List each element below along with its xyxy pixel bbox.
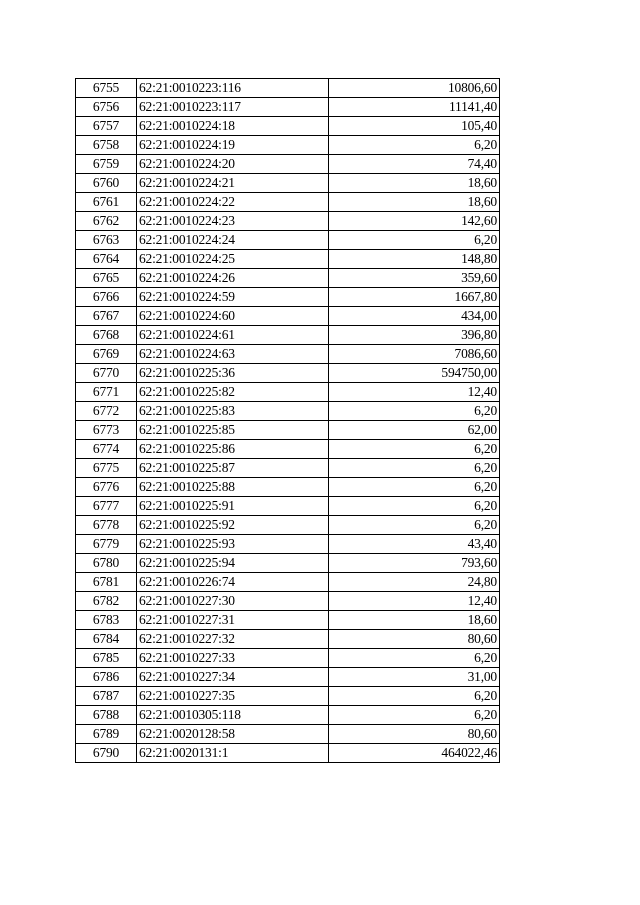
- value-cell: 6,20: [329, 440, 500, 459]
- table-row: [76, 136, 500, 155]
- value-cell: 18,60: [329, 611, 500, 630]
- cadastral-number-cell: 62:21:0010224:23: [137, 212, 329, 231]
- cadastral-value-table: [75, 78, 500, 763]
- value-cell: 43,40: [329, 535, 500, 554]
- table-row: [76, 250, 500, 269]
- table-row: [76, 212, 500, 231]
- row-number-cell: 6779: [76, 535, 137, 554]
- table-row: [76, 630, 500, 649]
- cadastral-number-cell: 62:21:0010223:117: [137, 98, 329, 117]
- value-cell: 6,20: [329, 231, 500, 250]
- table-row: [76, 421, 500, 440]
- cadastral-number-cell: 62:21:0010225:92: [137, 516, 329, 535]
- cadastral-number-cell: 62:21:0010227:31: [137, 611, 329, 630]
- table-row: [76, 231, 500, 250]
- row-number-cell: 6783: [76, 611, 137, 630]
- table-body: [76, 79, 500, 763]
- value-cell: 1667,80: [329, 288, 500, 307]
- table-row: [76, 668, 500, 687]
- table-row: [76, 79, 500, 98]
- table-row: [76, 193, 500, 212]
- table-row: [76, 535, 500, 554]
- value-cell: 10806,60: [329, 79, 500, 98]
- row-number-cell: 6778: [76, 516, 137, 535]
- row-number-cell: 6771: [76, 383, 137, 402]
- cadastral-number-cell: 62:21:0010225:86: [137, 440, 329, 459]
- value-cell: 396,80: [329, 326, 500, 345]
- row-number-cell: 6785: [76, 649, 137, 668]
- table-row: [76, 98, 500, 117]
- row-number-cell: 6786: [76, 668, 137, 687]
- cadastral-number-cell: 62:21:0010225:83: [137, 402, 329, 421]
- cadastral-number-cell: 62:21:0010224:21: [137, 174, 329, 193]
- cadastral-number-cell: 62:21:0010227:35: [137, 687, 329, 706]
- value-cell: 6,20: [329, 706, 500, 725]
- table-row: [76, 706, 500, 725]
- row-number-cell: 6759: [76, 155, 137, 174]
- cadastral-number-cell: 62:21:0010227:32: [137, 630, 329, 649]
- cadastral-number-cell: 62:21:0010225:94: [137, 554, 329, 573]
- table-row: [76, 155, 500, 174]
- cadastral-number-cell: 62:21:0010225:82: [137, 383, 329, 402]
- value-cell: 148,80: [329, 250, 500, 269]
- table-row: [76, 687, 500, 706]
- value-cell: 142,60: [329, 212, 500, 231]
- table-row: [76, 478, 500, 497]
- value-cell: 594750,00: [329, 364, 500, 383]
- cadastral-number-cell: 62:21:0010305:118: [137, 706, 329, 725]
- table-row: [76, 345, 500, 364]
- value-cell: 80,60: [329, 630, 500, 649]
- value-cell: 18,60: [329, 174, 500, 193]
- cadastral-number-cell: 62:21:0010224:18: [137, 117, 329, 136]
- cadastral-number-cell: 62:21:0010224:19: [137, 136, 329, 155]
- row-number-cell: 6768: [76, 326, 137, 345]
- row-number-cell: 6790: [76, 744, 137, 763]
- value-cell: 62,00: [329, 421, 500, 440]
- table-row: [76, 307, 500, 326]
- value-cell: 434,00: [329, 307, 500, 326]
- table-row: [76, 459, 500, 478]
- cadastral-number-cell: 62:21:0010225:85: [137, 421, 329, 440]
- table-row: [76, 592, 500, 611]
- row-number-cell: 6760: [76, 174, 137, 193]
- value-cell: 7086,60: [329, 345, 500, 364]
- document-page: [75, 78, 500, 763]
- row-number-cell: 6769: [76, 345, 137, 364]
- table-row: [76, 744, 500, 763]
- table-row: [76, 554, 500, 573]
- table-row: [76, 497, 500, 516]
- value-cell: 6,20: [329, 402, 500, 421]
- table-row: [76, 288, 500, 307]
- value-cell: 6,20: [329, 649, 500, 668]
- table-row: [76, 573, 500, 592]
- value-cell: 80,60: [329, 725, 500, 744]
- table-row: [76, 117, 500, 136]
- table-row: [76, 516, 500, 535]
- row-number-cell: 6761: [76, 193, 137, 212]
- table-row: [76, 402, 500, 421]
- cadastral-number-cell: 62:21:0010224:26: [137, 269, 329, 288]
- row-number-cell: 6758: [76, 136, 137, 155]
- table-row: [76, 611, 500, 630]
- value-cell: 6,20: [329, 478, 500, 497]
- value-cell: 6,20: [329, 497, 500, 516]
- row-number-cell: 6764: [76, 250, 137, 269]
- row-number-cell: 6789: [76, 725, 137, 744]
- table-row: [76, 364, 500, 383]
- value-cell: 11141,40: [329, 98, 500, 117]
- cadastral-number-cell: 62:21:0010224:22: [137, 193, 329, 212]
- row-number-cell: 6781: [76, 573, 137, 592]
- value-cell: 793,60: [329, 554, 500, 573]
- cadastral-number-cell: 62:21:0010224:25: [137, 250, 329, 269]
- row-number-cell: 6766: [76, 288, 137, 307]
- table-row: [76, 725, 500, 744]
- row-number-cell: 6756: [76, 98, 137, 117]
- cadastral-number-cell: 62:21:0010225:93: [137, 535, 329, 554]
- table-row: [76, 174, 500, 193]
- cadastral-number-cell: 62:21:0010224:24: [137, 231, 329, 250]
- cadastral-number-cell: 62:21:0010225:91: [137, 497, 329, 516]
- table-row: [76, 440, 500, 459]
- row-number-cell: 6767: [76, 307, 137, 326]
- row-number-cell: 6777: [76, 497, 137, 516]
- value-cell: 6,20: [329, 516, 500, 535]
- row-number-cell: 6775: [76, 459, 137, 478]
- cadastral-number-cell: 62:21:0010225:88: [137, 478, 329, 497]
- value-cell: 464022,46: [329, 744, 500, 763]
- row-number-cell: 6763: [76, 231, 137, 250]
- value-cell: 6,20: [329, 136, 500, 155]
- value-cell: 12,40: [329, 383, 500, 402]
- cadastral-number-cell: 62:21:0010224:61: [137, 326, 329, 345]
- cadastral-number-cell: 62:21:0010223:116: [137, 79, 329, 98]
- table-row: [76, 269, 500, 288]
- cadastral-number-cell: 62:21:0020128:58: [137, 725, 329, 744]
- cadastral-number-cell: 62:21:0010225:87: [137, 459, 329, 478]
- cadastral-number-cell: 62:21:0010224:20: [137, 155, 329, 174]
- row-number-cell: 6774: [76, 440, 137, 459]
- cadastral-number-cell: 62:21:0010227:33: [137, 649, 329, 668]
- value-cell: 105,40: [329, 117, 500, 136]
- value-cell: 359,60: [329, 269, 500, 288]
- cadastral-number-cell: 62:21:0010226:74: [137, 573, 329, 592]
- cadastral-number-cell: 62:21:0020131:1: [137, 744, 329, 763]
- row-number-cell: 6770: [76, 364, 137, 383]
- cadastral-number-cell: 62:21:0010227:30: [137, 592, 329, 611]
- row-number-cell: 6782: [76, 592, 137, 611]
- row-number-cell: 6772: [76, 402, 137, 421]
- cadastral-number-cell: 62:21:0010224:59: [137, 288, 329, 307]
- row-number-cell: 6755: [76, 79, 137, 98]
- value-cell: 6,20: [329, 459, 500, 478]
- cadastral-number-cell: 62:21:0010224:60: [137, 307, 329, 326]
- cadastral-number-cell: 62:21:0010225:36: [137, 364, 329, 383]
- row-number-cell: 6773: [76, 421, 137, 440]
- row-number-cell: 6784: [76, 630, 137, 649]
- row-number-cell: 6787: [76, 687, 137, 706]
- row-number-cell: 6765: [76, 269, 137, 288]
- table-row: [76, 326, 500, 345]
- value-cell: 24,80: [329, 573, 500, 592]
- table-row: [76, 383, 500, 402]
- value-cell: 18,60: [329, 193, 500, 212]
- cadastral-number-cell: 62:21:0010224:63: [137, 345, 329, 364]
- cadastral-number-cell: 62:21:0010227:34: [137, 668, 329, 687]
- value-cell: 31,00: [329, 668, 500, 687]
- table-row: [76, 649, 500, 668]
- row-number-cell: 6757: [76, 117, 137, 136]
- value-cell: 74,40: [329, 155, 500, 174]
- row-number-cell: 6788: [76, 706, 137, 725]
- value-cell: 12,40: [329, 592, 500, 611]
- row-number-cell: 6762: [76, 212, 137, 231]
- row-number-cell: 6776: [76, 478, 137, 497]
- value-cell: 6,20: [329, 687, 500, 706]
- row-number-cell: 6780: [76, 554, 137, 573]
